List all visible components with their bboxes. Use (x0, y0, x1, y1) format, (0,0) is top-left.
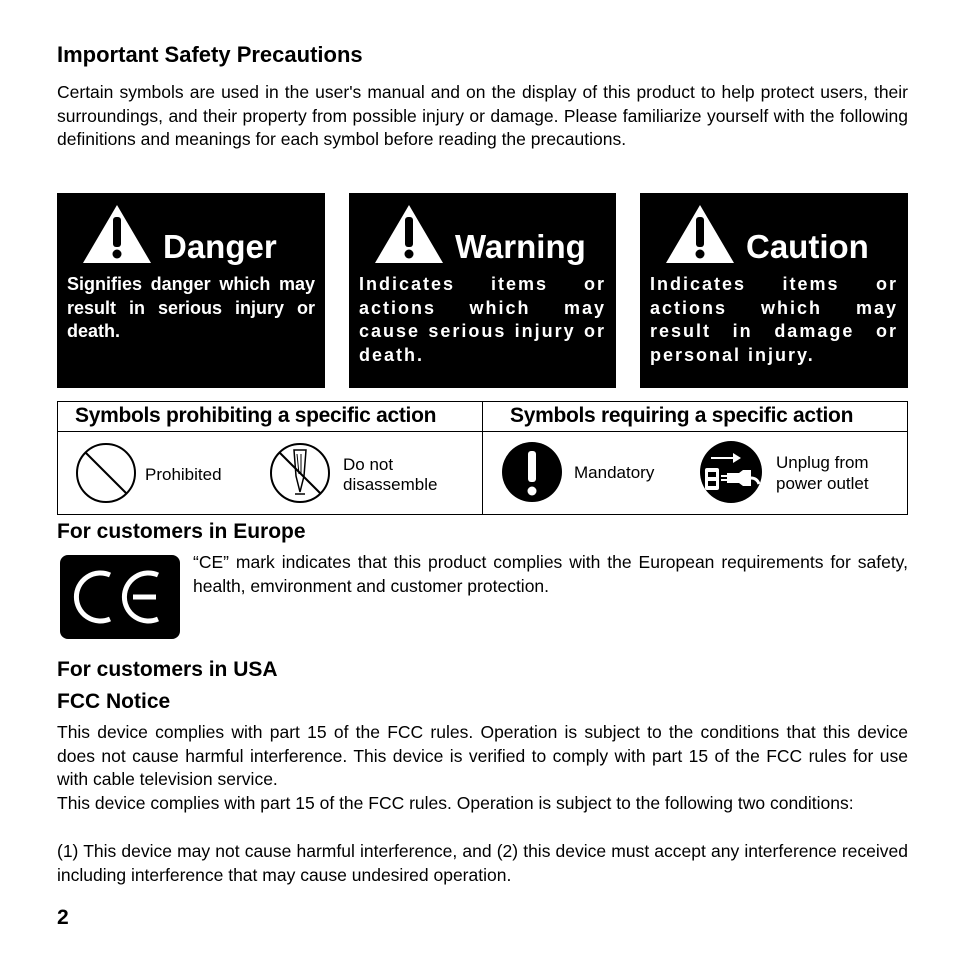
caution-heading: Caution (746, 228, 869, 265)
danger-box (57, 193, 325, 388)
europe-text: “CE” mark indicates that this product complies with the European requirements for safety, health, emvironment and customer protection. (193, 552, 908, 596)
fcc-paragraph-2: This device complies with part 15 of the FCC rules. Operation is subject to the following two conditions: (57, 793, 854, 813)
warning-description: Indicates items or actions which may cause serious injury or death. (359, 274, 606, 365)
mandatory-icon (501, 441, 563, 503)
warning-triangle-icon (664, 203, 736, 265)
warning-box (349, 193, 616, 388)
intro-paragraph: Certain symbols are used in the user's manual and on the display of this product to help protect users, their surroundings, and their property from possible injury or damage. Please familiarize yourself with the following definitions and meanings for each symbol before reading the precautions. (57, 82, 908, 149)
requiring-header: Symbols requiring a specific action (510, 404, 854, 427)
do-not-disassemble-icon (269, 442, 331, 504)
prohibited-icon (75, 442, 137, 504)
unplug-label-line1: Unplug from (776, 453, 869, 472)
danger-heading: Danger (163, 228, 277, 265)
table-divider (482, 402, 483, 514)
warning-triangle-icon (81, 203, 153, 265)
usa-heading: For customers in USA (57, 658, 278, 681)
page-number: 2 (57, 906, 69, 929)
unplug-label-line2: power outlet (776, 474, 869, 493)
caution-box (640, 193, 908, 388)
fcc-paragraph-1: This device complies with part 15 of the FCC rules. Operation is subject to the conditions that this device does not cause harmful interference. This device is verified to comply with part 15 of the FCC rules for use with cable television service. (57, 722, 908, 789)
fcc-paragraph-3: (1) This device may not cause harmful interference, and (2) this device must accept any interference received including interference that may cause undesired operation. (57, 841, 908, 885)
page-title: Important Safety Precautions (57, 42, 363, 67)
warning-triangle-icon (373, 203, 445, 265)
fcc-heading: FCC Notice (57, 690, 171, 713)
caution-description: Indicates items or actions which may result in damage or personal injury. (650, 274, 898, 365)
mandatory-label: Mandatory (574, 463, 655, 482)
ce-mark-logo (60, 555, 180, 639)
do-not-disassemble-label-line2: disassemble (343, 475, 438, 494)
warning-heading: Warning (455, 228, 586, 265)
symbols-table (57, 401, 908, 515)
danger-description: Signifies danger which may result in serious injury or death. (67, 274, 315, 341)
unplug-icon (699, 440, 763, 504)
europe-heading: For customers in Europe (57, 520, 306, 543)
do-not-disassemble-label-line1: Do not (343, 455, 394, 474)
prohibited-label: Prohibited (145, 465, 222, 484)
prohibiting-header: Symbols prohibiting a specific action (75, 404, 437, 427)
